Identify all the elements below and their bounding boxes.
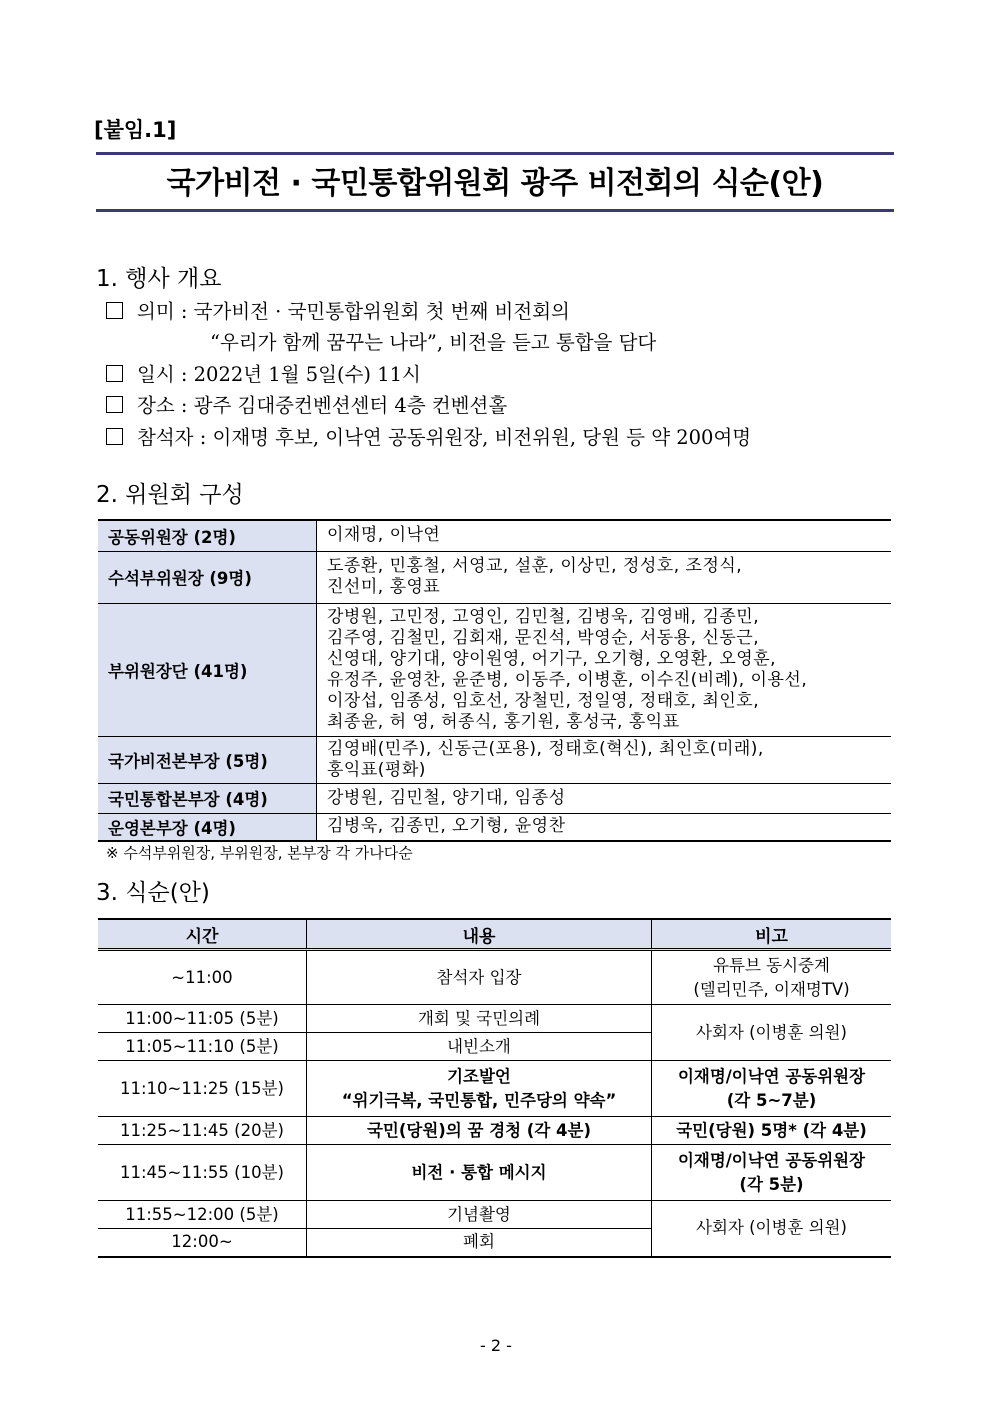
- role-cell: 부위원장단 (41명): [98, 603, 317, 736]
- names-cell: 김병욱, 김종민, 오기형, 윤영찬: [317, 813, 892, 841]
- content-cell: 기념촬영: [307, 1201, 652, 1229]
- table-row: [98, 813, 891, 841]
- remark-cell: 유튜브 동시중계 (델리민주, 이재명TV): [652, 950, 892, 1005]
- content-cell: 기조발언 “위기극복, 국민통합, 민주당의 약속”: [307, 1061, 652, 1117]
- schedule-table: [98, 918, 891, 1258]
- role-cell: 국민통합본부장 (4명): [98, 783, 317, 813]
- remark-cell: 사회자 (이병훈 의원): [652, 1201, 892, 1257]
- title-bottom-rule: [96, 209, 894, 212]
- table-row: [98, 783, 891, 813]
- table-row: [98, 1061, 891, 1117]
- section1-heading: 1. 행사 개요: [96, 266, 222, 292]
- remark-cell: 국민(당원) 5명* (각 4분): [652, 1117, 892, 1145]
- attachment-label: [붙임.1]: [94, 118, 177, 142]
- page-number: - 2 -: [480, 1336, 512, 1355]
- names-cell: 김영배(민주), 신동근(포용), 정태호(혁신), 최인호(미래), 홍익표(평화): [317, 736, 892, 783]
- table-row: [98, 950, 891, 1005]
- time-cell: 11:00~11:05 (5분): [98, 1005, 307, 1033]
- section2-heading: 2. 위원회 구성: [96, 482, 244, 508]
- table-row: [98, 603, 891, 736]
- table-header-row: [98, 919, 891, 950]
- checkbox-icon: [106, 365, 123, 382]
- committee-table: [98, 519, 891, 842]
- overview-item-date: 일시 : 2022년 1월 5일(수) 11시: [106, 359, 421, 387]
- content-cell: 참석자 입장: [307, 950, 652, 1005]
- ordering-note: ※ 수석부위원장, 부위원장, 본부장 각 가나다순: [106, 844, 413, 862]
- table-row: [98, 1117, 891, 1145]
- title-top-rule: [96, 152, 894, 155]
- time-cell: 11:55~12:00 (5분): [98, 1201, 307, 1229]
- overview-item-meaning: 의미 : 국가비전 · 국민통합위원회 첫 번째 비전회의: [106, 296, 570, 324]
- document-title: 국가비전 · 국민통합위원회 광주 비전회의 식순(안): [166, 166, 824, 201]
- column-header-time: 시간: [98, 919, 307, 950]
- names-cell: 강병원, 고민정, 고영인, 김민철, 김병욱, 김영배, 김종민, 김주영, 김철민, 김회재, 문진석, 박영순, 서동용, 신동근, 신영대, 양기대, 양이원영, 어기구, 오기형, 오영환, 오영훈, 유정주, 윤영찬, 윤준병, 이동주, 이병훈, 이수진(비례), 이용선, 이장섭, 임종성, 임호선, 장철민, 정일영, 정태호, 최인호, 최종윤, 허 영, 허종식, 홍기원, 홍성국, 홍익표: [317, 603, 892, 736]
- overview-meaning-line2: “우리가 함께 꿈꾸는 나라”, 비전을 듣고 통합을 담다: [210, 331, 657, 354]
- content-cell: 비전 · 통합 메시지: [307, 1145, 652, 1201]
- remark-cell: 이재명/이낙연 공동위원장 (각 5~7분): [652, 1061, 892, 1117]
- table-row: [98, 1005, 891, 1033]
- table-row: [98, 1145, 891, 1201]
- role-cell: 수석부위원장 (9명): [98, 551, 317, 603]
- content-cell: 국민(당원)의 꿈 경청 (각 4분): [307, 1117, 652, 1145]
- role-cell: 국가비전본부장 (5명): [98, 736, 317, 783]
- table-row: [98, 736, 891, 783]
- section3-heading: 3. 식순(안): [96, 880, 210, 906]
- column-header-content: 내용: [307, 919, 652, 950]
- table-row: [98, 520, 891, 551]
- time-cell: 11:05~11:10 (5분): [98, 1033, 307, 1061]
- time-cell: 11:10~11:25 (15분): [98, 1061, 307, 1117]
- content-cell: 내빈소개: [307, 1033, 652, 1061]
- content-cell: 개회 및 국민의례: [307, 1005, 652, 1033]
- column-header-remark: 비고: [652, 919, 892, 950]
- checkbox-icon: [106, 428, 123, 445]
- content-cell: 폐회: [307, 1229, 652, 1257]
- remark-cell: 사회자 (이병훈 의원): [652, 1005, 892, 1061]
- overview-item-venue: 장소 : 광주 김대중컨벤션센터 4층 컨벤션홀: [106, 390, 507, 418]
- remark-cell: 이재명/이낙연 공동위원장 (각 5분): [652, 1145, 892, 1201]
- checkbox-icon: [106, 396, 123, 413]
- time-cell: ~11:00: [98, 950, 307, 1005]
- checkbox-icon: [106, 302, 123, 319]
- overview-item-attendees: 참석자 : 이재명 후보, 이낙연 공동위원장, 비전위원, 당원 등 약 200여명: [106, 422, 751, 450]
- role-cell: 운영본부장 (4명): [98, 813, 317, 841]
- role-cell: 공동위원장 (2명): [98, 520, 317, 551]
- names-cell: 강병원, 김민철, 양기대, 임종성: [317, 783, 892, 813]
- time-cell: 11:25~11:45 (20분): [98, 1117, 307, 1145]
- names-cell: 이재명, 이낙연: [317, 520, 892, 551]
- time-cell: 12:00~: [98, 1229, 307, 1257]
- table-row: [98, 1201, 891, 1229]
- time-cell: 11:45~11:55 (10분): [98, 1145, 307, 1201]
- table-row: [98, 551, 891, 603]
- names-cell: 도종환, 민홍철, 서영교, 설훈, 이상민, 정성호, 조정식, 진선미, 홍영표: [317, 551, 892, 603]
